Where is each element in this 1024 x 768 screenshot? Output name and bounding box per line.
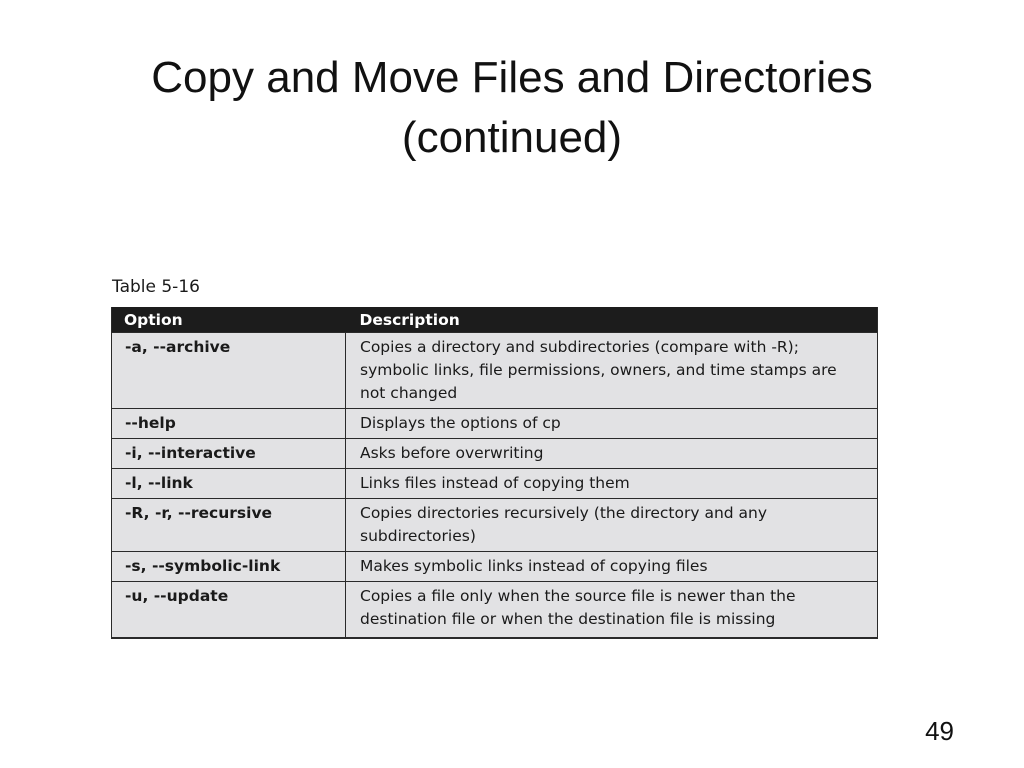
option-cell: -i, --interactive xyxy=(112,439,346,469)
slide-title xyxy=(40,48,984,168)
description-cell: Links files instead of copying them xyxy=(346,469,878,499)
page-number: 49 xyxy=(925,716,954,746)
option-cell: -u, --update xyxy=(112,582,346,639)
header-option: Option xyxy=(112,307,346,333)
table-caption: Table 5-16 xyxy=(112,277,200,297)
option-cell: --help xyxy=(112,409,346,439)
option-cell: -l, --link xyxy=(112,469,346,499)
table-row xyxy=(112,439,878,469)
table-row xyxy=(112,499,878,552)
description-cell: Copies directories recursively (the directory and any subdirectories) xyxy=(346,499,878,552)
table-row xyxy=(112,469,878,499)
table-row xyxy=(112,582,878,639)
table-header-row xyxy=(112,307,878,333)
table-row xyxy=(112,552,878,582)
header-description: Description xyxy=(346,307,878,333)
description-cell: Makes symbolic links instead of copying files xyxy=(346,552,878,582)
description-cell: Copies a directory and subdirectories (compare with -R); symbolic links, file permissions, owners, and time stamps are not changed xyxy=(346,333,878,409)
option-cell: -s, --symbolic-link xyxy=(112,552,346,582)
slide-title-line-1: Copy and Move Files and Directories xyxy=(151,53,873,102)
description-cell: Copies a file only when the source file is newer than the destination file or when the destination file is missing xyxy=(346,582,878,639)
description-cell: Displays the options of cp xyxy=(346,409,878,439)
slide-title-line-2: (continued) xyxy=(401,113,623,162)
option-cell: -a, --archive xyxy=(112,333,346,409)
options-table xyxy=(111,307,878,639)
table-row xyxy=(112,409,878,439)
description-cell: Asks before overwriting xyxy=(346,439,878,469)
option-cell: -R, -r, --recursive xyxy=(112,499,346,552)
table-row xyxy=(112,333,878,409)
